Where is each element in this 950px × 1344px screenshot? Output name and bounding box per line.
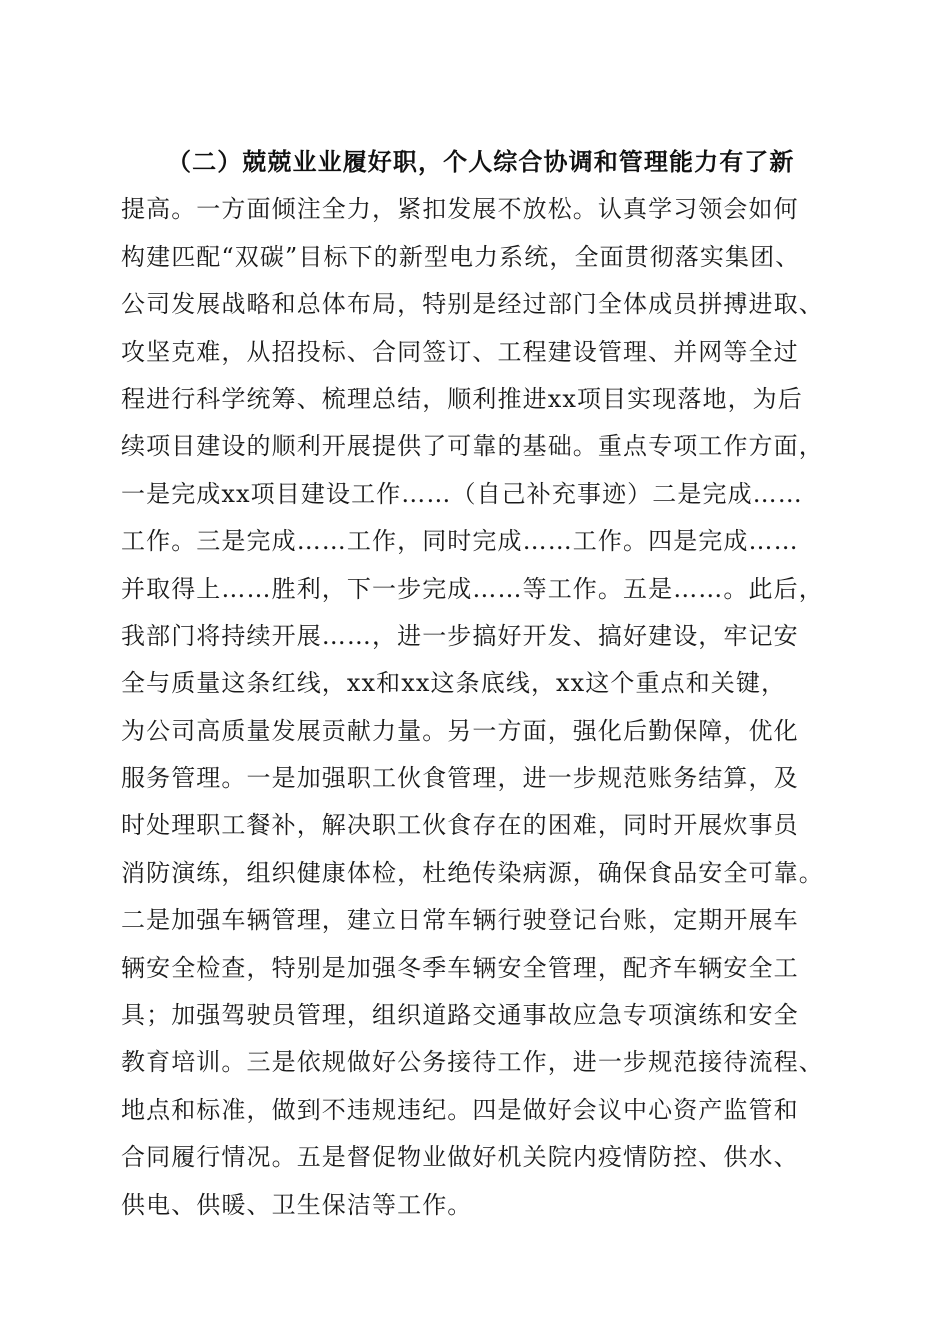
paragraph-heading-line: （二）兢兢业业履好职，个人综合协调和管理能力有了新 [167, 147, 795, 176]
paragraph-line: 服务管理。一是加强职工伙食管理，进一步规范账务结算，及 [121, 764, 799, 793]
paragraph-line: 提高。一方面倾注全力，紧扣发展不放松。认真学习领会如何 [121, 195, 799, 224]
paragraph-line: 构建匹配“双碳”目标下的新型电力系统，全面贯彻落实集团、 [121, 242, 801, 271]
paragraph-line: 教育培训。三是依规做好公务接待工作，进一步规范接待流程、 [121, 1048, 824, 1077]
paragraph-line: 公司发展战略和总体布局，特别是经过部门全体成员拼搏进取、 [121, 290, 824, 319]
paragraph-line: 供电、供暖、卫生保洁等工作。 [121, 1190, 473, 1219]
paragraph-line: 地点和标准，做到不违规违纪。四是做好会议中心资产监管和 [121, 1095, 799, 1124]
paragraph-line: 程进行科学统筹、梳理总结，顺利推进xx项目实现落地，为后 [121, 384, 803, 413]
paragraph-line: 全与质量这条红线，xx和xx这条底线，xx这个重点和关键， [121, 669, 787, 698]
paragraph-line: 具；加强驾驶员管理，组织道路交通事故应急专项演练和安全 [121, 1001, 799, 1030]
paragraph-line: 工作。三是完成……工作，同时完成……工作。四是完成…… [121, 527, 799, 556]
paragraph-line: 为公司高质量发展贡献力量。另一方面，强化后勤保障，优化 [121, 716, 799, 745]
paragraph-line: 合同履行情况。五是督促物业做好机关院内疫情防控、供水、 [121, 1143, 799, 1172]
paragraph-line: 我部门将持续开展……，进一步搞好开发、搞好建设，牢记安 [121, 621, 799, 650]
paragraph-line: 一是完成xx项目建设工作……（自己补充事迹）二是完成…… [121, 479, 803, 508]
paragraph-line: 攻坚克难，从招投标、合同签订、工程建设管理、并网等全过 [121, 337, 799, 366]
document-paragraph [121, 142, 841, 1232]
paragraph-line: 时处理职工餐补，解决职工伙食存在的困难，同时开展炊事员 [121, 811, 799, 840]
paragraph-line: 二是加强车辆管理，建立日常车辆行驶登记台账，定期开展车 [121, 906, 799, 935]
paragraph-line: 消防演练，组织健康体检，杜绝传染病源，确保食品安全可靠。 [121, 858, 824, 887]
paragraph-line: 续项目建设的顺利开展提供了可靠的基础。重点专项工作方面， [121, 432, 824, 461]
paragraph-line: 并取得上……胜利，下一步完成……等工作。五是……。此后， [121, 574, 824, 603]
paragraph-line: 辆安全检查，特别是加强冬季车辆安全管理，配齐车辆安全工 [121, 953, 799, 982]
